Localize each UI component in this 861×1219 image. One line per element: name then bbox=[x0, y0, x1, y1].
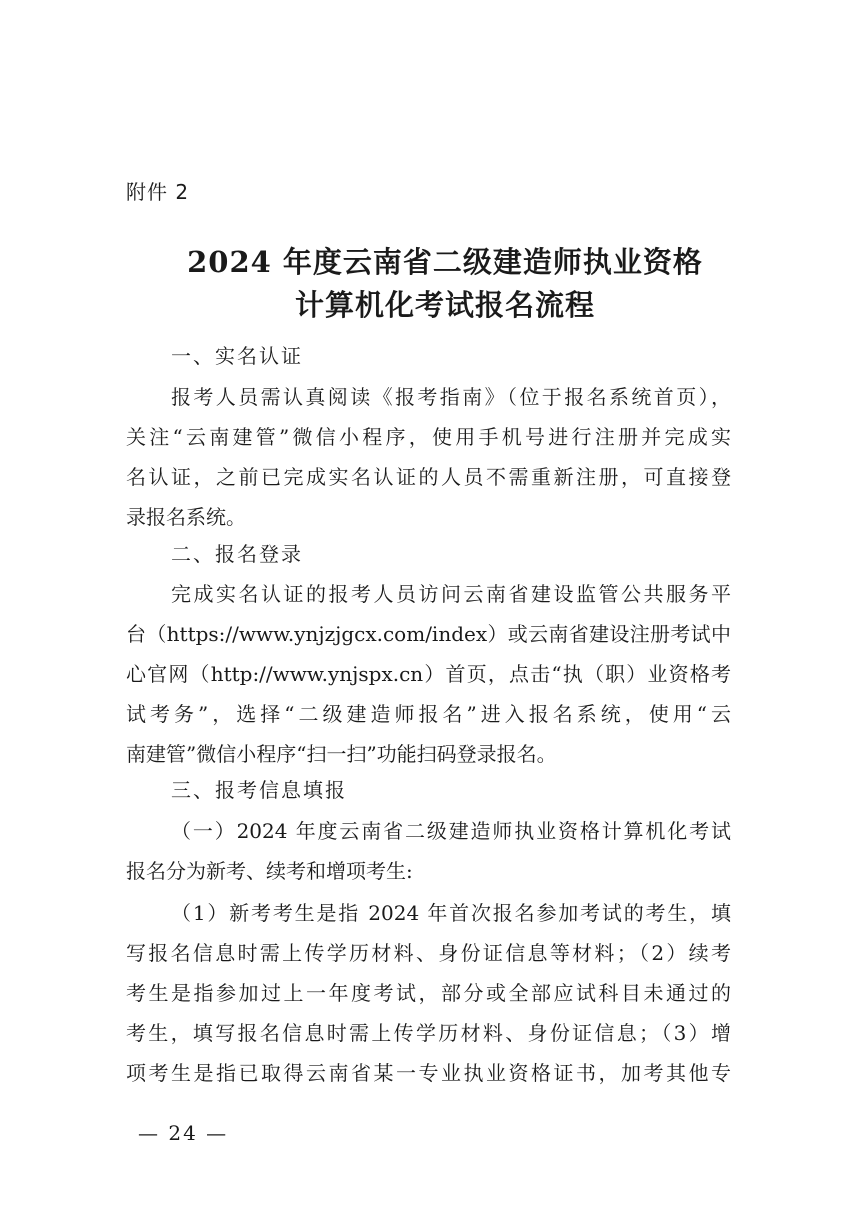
paragraph-line: 名认证，之前已完成实名认证的人员不需重新注册，可直接登 bbox=[126, 465, 731, 489]
section-heading-info-filling: 三、报考信息填报 bbox=[171, 778, 347, 802]
paragraph-line: 南建管”微信小程序“扫一扫”功能扫码登录报名。 bbox=[126, 742, 557, 766]
section-heading-login: 二、报名登录 bbox=[171, 542, 303, 566]
page-number: — 24 — bbox=[138, 1121, 229, 1145]
paragraph-line: 报名分为新考、续考和增项考生: bbox=[126, 859, 413, 883]
paragraph-line: 报考人员需认真阅读《报考指南》（位于报名系统首页）， bbox=[171, 385, 731, 409]
paragraph-line: 考生是指参加过上一年度考试，部分或全部应试科目未通过的 bbox=[126, 981, 731, 1005]
document-title-line-2: 计算机化考试报名流程 bbox=[294, 288, 595, 322]
paragraph-line: 项考生是指已取得云南省某一专业执业资格证书，加考其他专 bbox=[126, 1061, 731, 1085]
paragraph-line: 心官网（http://www.ynjspx.cn）首页，点击“执（职）业资格考 bbox=[126, 662, 731, 686]
attachment-label: 附件 2 bbox=[126, 180, 190, 204]
paragraph-line: （1）新考考生是指 2024 年首次报名参加考试的考生，填 bbox=[171, 901, 731, 925]
paragraph-line: 写报名信息时需上传学历材料、身份证信息等材料；（2）续考 bbox=[126, 941, 731, 965]
paragraph-line: 试考务”，选择“二级建造师报名”进入报名系统，使用“云 bbox=[126, 702, 731, 726]
section-heading-real-name: 一、实名认证 bbox=[171, 344, 303, 368]
paragraph-line: 完成实名认证的报考人员访问云南省建设监管公共服务平 bbox=[171, 582, 731, 606]
paragraph-line: 考生，填写报名信息时需上传学历材料、身份证信息；（3）增 bbox=[126, 1021, 731, 1045]
paragraph-line: 关注“云南建管”微信小程序，使用手机号进行注册并完成实 bbox=[126, 425, 731, 449]
document-title-line-1: 2024 年度云南省二级建造师执业资格 bbox=[187, 245, 703, 279]
paragraph-line: 台（https://www.ynjzjgcx.com/index）或云南省建设注册考试中 bbox=[126, 622, 731, 646]
paragraph-line: 录报名系统。 bbox=[126, 505, 246, 529]
paragraph-line: （一）2024 年度云南省二级建造师执业资格计算机化考试 bbox=[171, 819, 731, 843]
